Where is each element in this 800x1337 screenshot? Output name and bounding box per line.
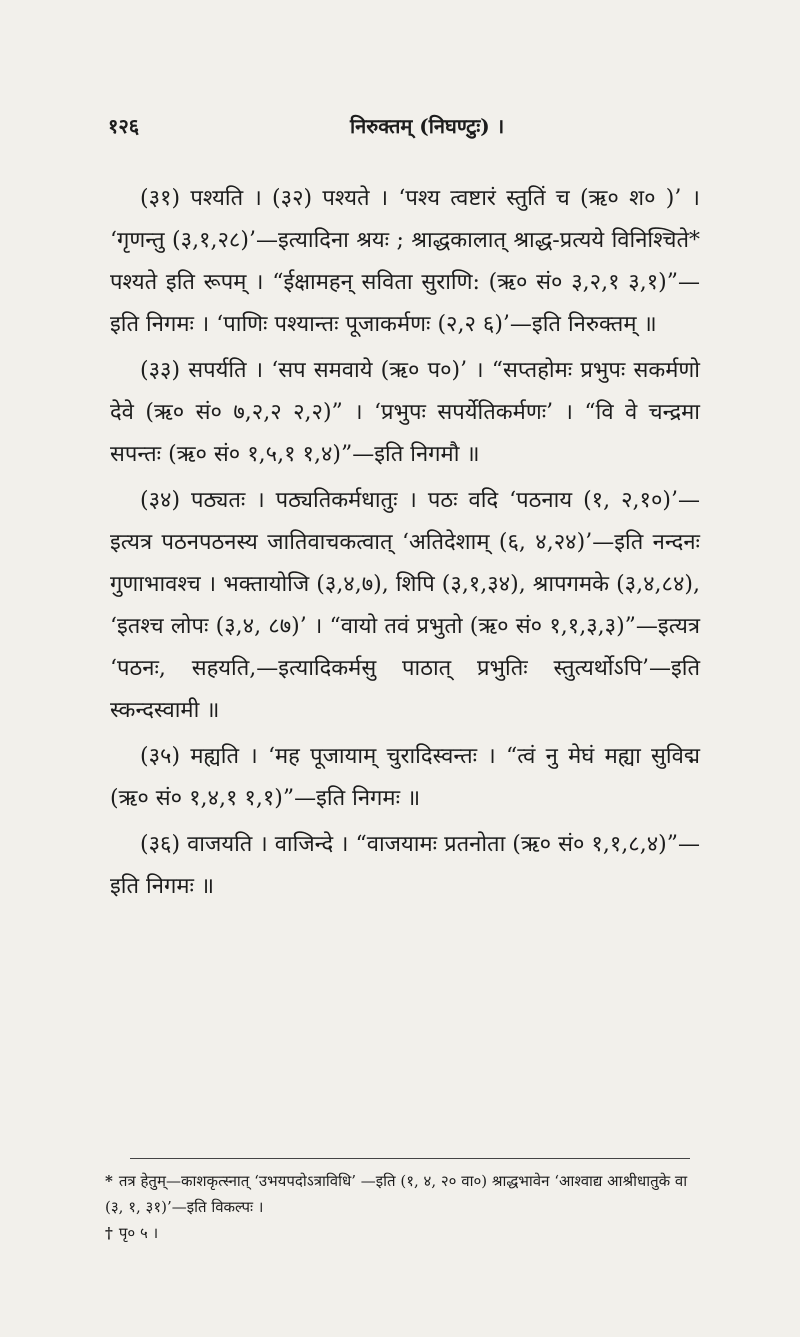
paragraph-31: (३१) पश्यति । (३२) पश्यते । ‘पश्य त्वष्टारं स्तुतिं च (ऋ० श० )’ । ‘गृणन्तु (३,१,२८)’—इत्यादिना श्रयः ; श्राद्धकालात् श्राद्ध-प्रत्यये विनिश्चिते* पश्यते इति रूपम् । “ईक्षामहन् सविता सुराणि: (ऋ० सं० ३,२,१ ३,१)”—इति निगमः । ‘पाणिः पश्यान्तः पूजाकर्मणः (२,२ ६)’—इति निरुक्तम् ॥ — [110, 186, 700, 337]
footnote-divider — [130, 1158, 690, 1159]
paragraph-34: (३४) पठ्यतः । पठ्यतिकर्मधातुः । पठः वदि ‘पठनाय (१, २,१०)’—इत्यत्र पठनपठनस्य जातिवाचकत्वात् ‘अतिदेशाम् (६, ४,२४)’—इति नन्दनः गुणाभावश्च । भक्तायोजि (३,४,७), शिपि (३,१,३४), श्रापगमके (३,४,८४), ‘इतश्च लोपः (३,४, ८७)’ । “वायो तवं प्रभुतो (ऋ० सं० १,१,३,३)”—इत्यत्र ‘पठनः, सहयति,—इत्यादिकर्मसु पाठात् प्रभुतिः स्तुत्यर्थोऽपि’—इति स्कन्दस्वामी ॥ — [110, 488, 700, 723]
page-header — [100, 112, 700, 142]
page-number: १२६ — [108, 114, 140, 138]
body-text — [110, 178, 700, 912]
footnote — [105, 1220, 705, 1246]
footnotes — [105, 1168, 705, 1246]
footnote-mark: † — [105, 1224, 113, 1242]
footnote — [105, 1168, 705, 1220]
running-title: निरुक्तम् (निघण्टुः) । — [350, 114, 505, 138]
footnote-text: तत्र हेतुम्—काशकृत्स्नात् ‘उभयपदोऽत्राविधि’ —इति (१, ४, २० वा०) श्राद्धभावेन ‘आश्वाद्य आश्रीधातुके वा (३, १, ३१)’—इति विकल्पः । — [105, 1172, 688, 1216]
footnote-text: पृ० ५ । — [118, 1224, 159, 1242]
paragraph-35: (३५) मह्यति । ‘मह पूजायाम् चुरादिस्वन्तः । “त्वं नु मेघं मह्या सुविद्म (ऋ० सं० १,४,१ १,१)”—इति निगमः ॥ — [110, 744, 700, 811]
paragraph-33: (३३) सपर्यति । ‘सप समवाये (ऋ० प०)’ । “सप्तहोमः प्रभुपः सकर्मणो देवे (ऋ० सं० ७,२,२ २,२)” । ‘प्रभुपः सपर्येतिकर्मणः’ । “वि वे चन्द्रमा सपन्तः (ऋ० सं० १,५,१ १,४)”—इति निगमौ ॥ — [110, 358, 700, 467]
footnote-mark: * — [105, 1172, 113, 1190]
paragraph-36: (३६) वाजयति । वाजिन्दे । “वाजयामः प्रतनोता (ऋ० सं० १,१,८,४)”—इति निगमः ॥ — [110, 832, 700, 899]
